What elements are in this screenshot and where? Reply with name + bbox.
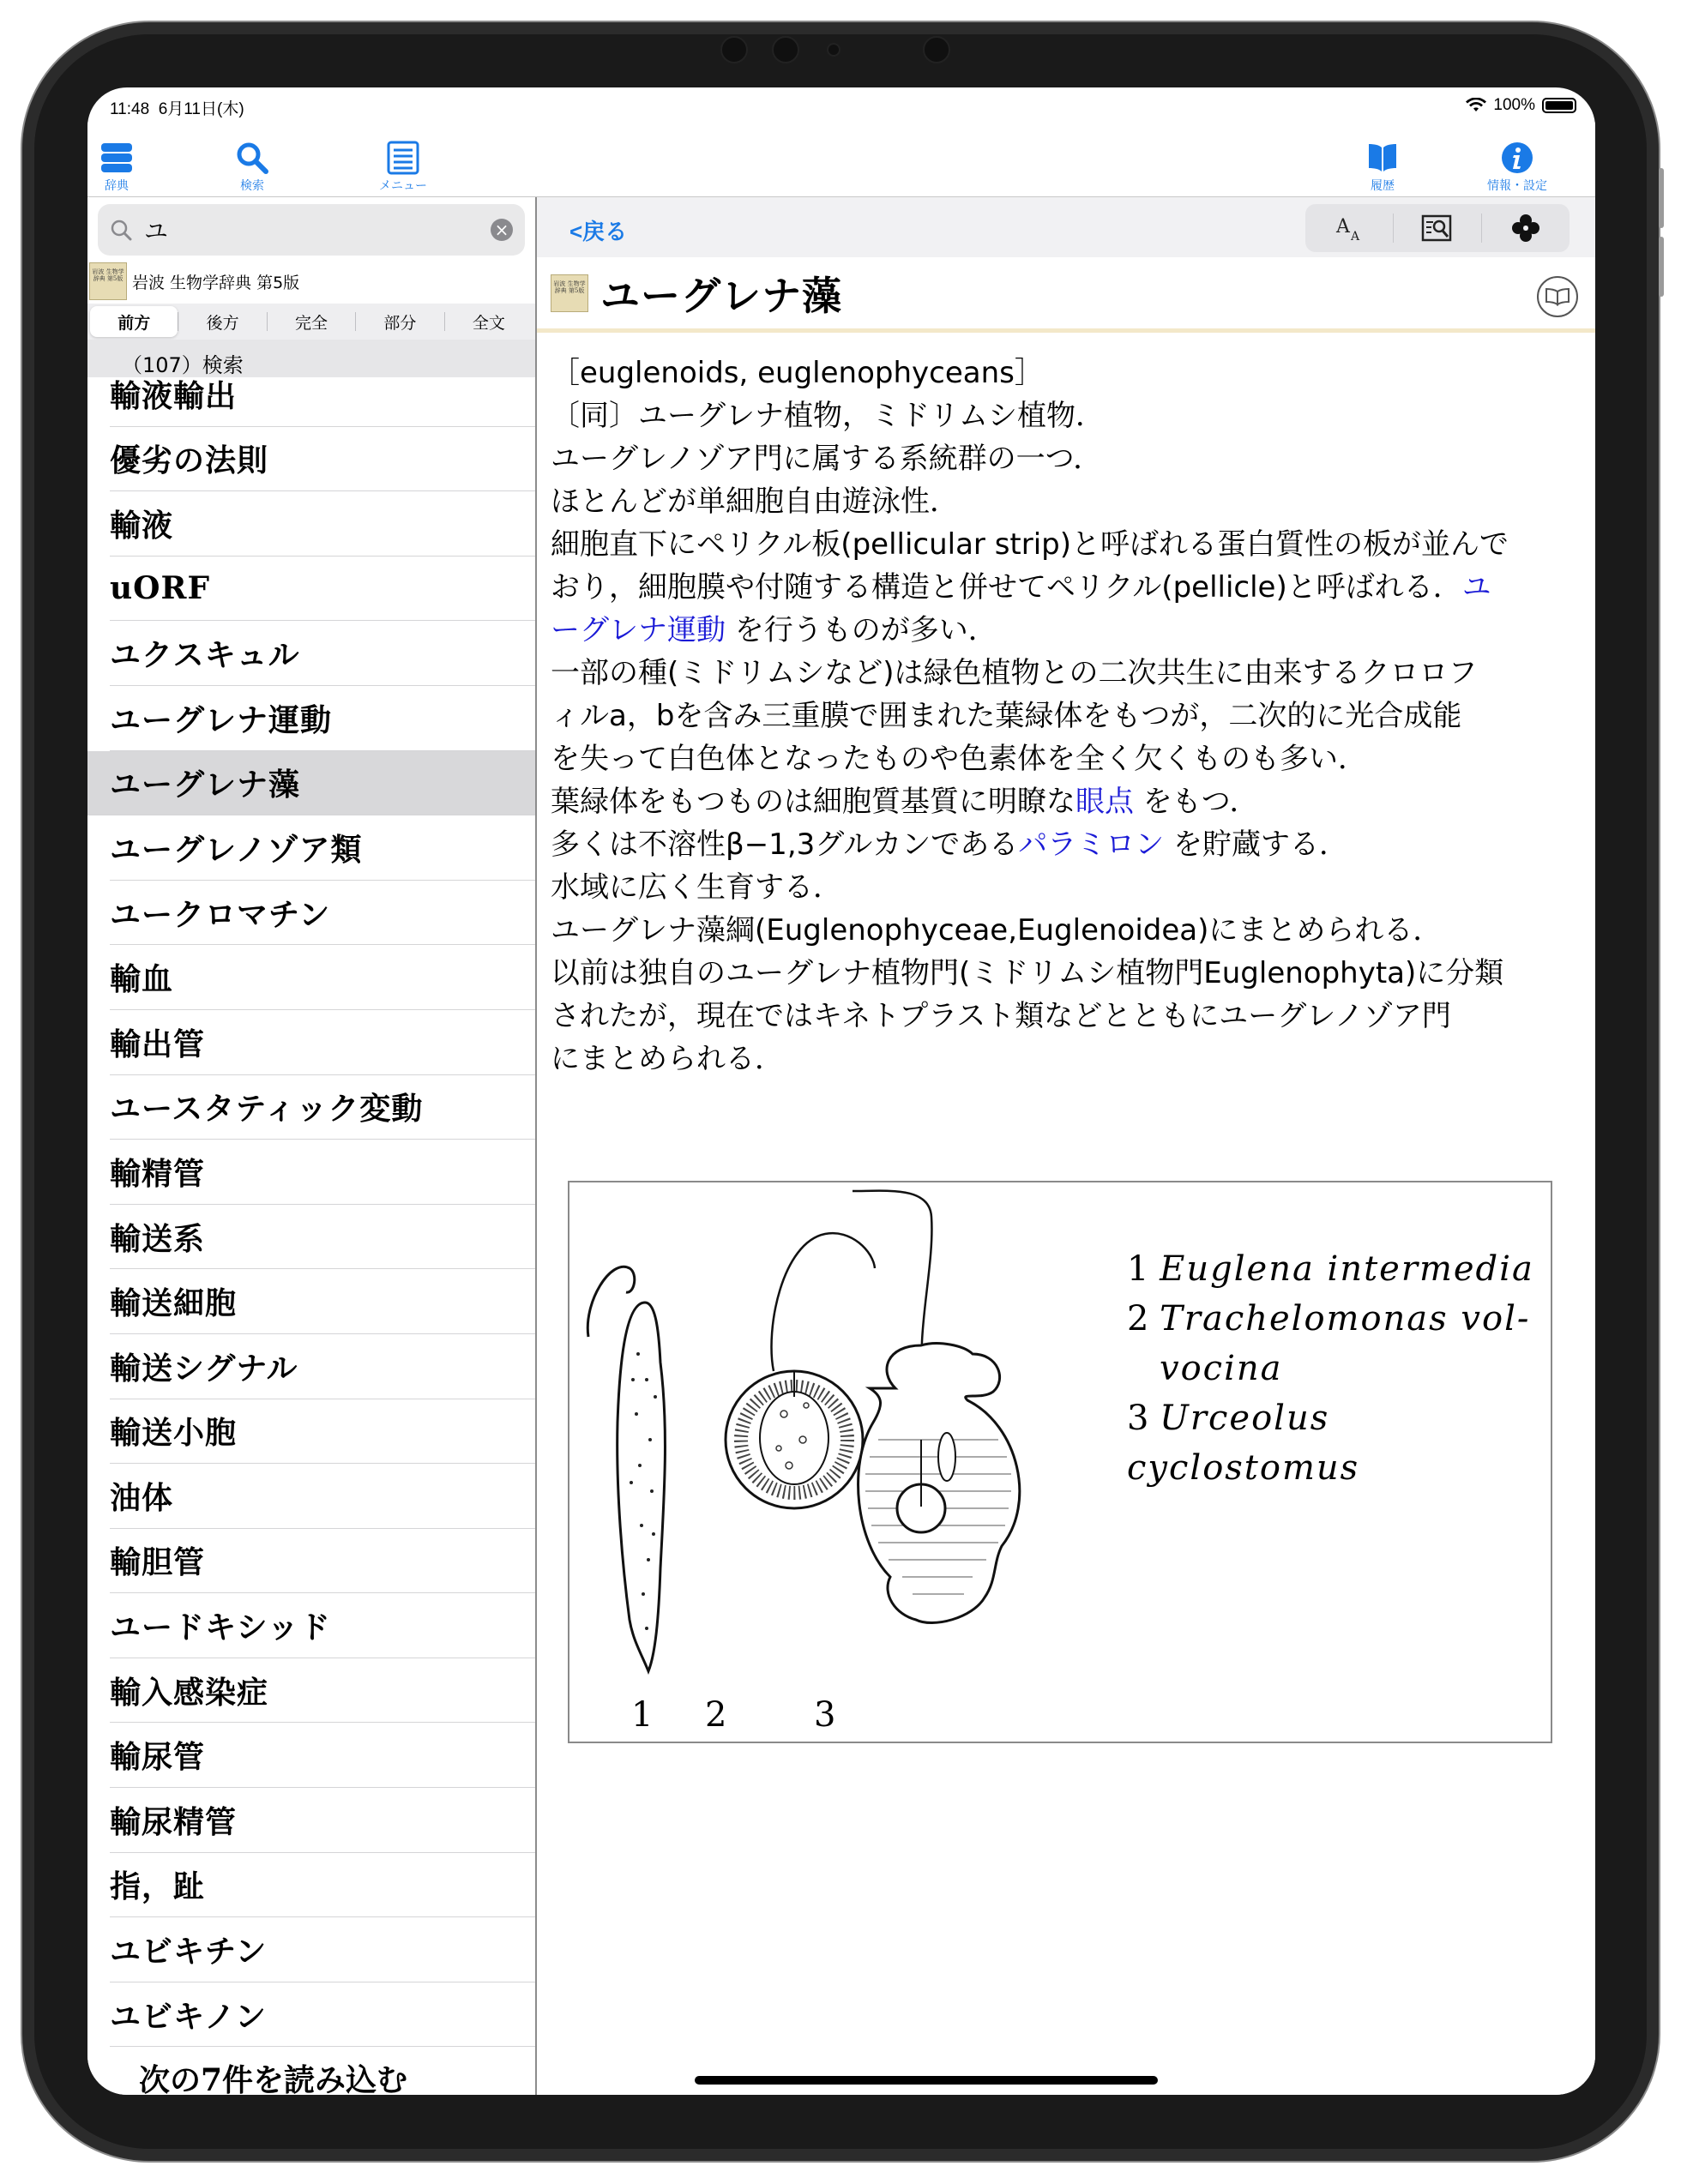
list-item[interactable]: ユークロマチン [110, 881, 535, 946]
list-item[interactable]: ユースタティック変動 [110, 1075, 535, 1140]
legend-row [1127, 1294, 1551, 1344]
figure-label-2: 2 [705, 1695, 727, 1735]
search-icon [235, 141, 269, 175]
link-euglena-movement[interactable]: ユ [1461, 570, 1491, 605]
list-item[interactable]: 輸胆管 [110, 1529, 535, 1594]
home-indicator[interactable] [695, 2076, 1158, 2085]
dictionary-name: 岩波 生物学辞典 第5版 [132, 273, 300, 292]
results-count: （107）検索 [87, 340, 535, 377]
font-size-icon [1335, 214, 1364, 243]
entry-line: 水域に広く生育する． [551, 870, 842, 905]
status-right [1466, 96, 1576, 115]
entry-pane [537, 197, 1595, 2095]
share-options-button[interactable] [1482, 204, 1570, 252]
entry-line: 一部の種(ミドリムシなど)は緑色植物との二次共生に由来するクロロフ [551, 656, 1478, 690]
link-euglena-movement[interactable]: ーグレナ運動 [551, 613, 726, 647]
volume-button [1659, 168, 1664, 228]
figure-legend [1127, 1244, 1551, 1493]
entry-line: 以前は独自のユーグレナ植物門(ミドリムシ植物門Euglenophyta)に分類 [551, 956, 1504, 990]
search-input[interactable]: ユ [144, 217, 169, 245]
entry-line: ほとんどが単細胞自由遊泳性． [551, 484, 959, 519]
info-settings-button[interactable] [1444, 122, 1590, 197]
list-item[interactable]: 指，趾 [110, 1853, 535, 1918]
segment-forward[interactable]: 前方 [90, 306, 178, 337]
back-button[interactable]: <戻る [569, 219, 628, 244]
entry-figure[interactable] [568, 1181, 1552, 1743]
search-pane [87, 197, 537, 2095]
entry-tools [1305, 204, 1570, 252]
menu-list-icon [386, 141, 420, 175]
entry-text: をもつ． [1134, 785, 1259, 819]
list-item[interactable]: 輸液輸出 [110, 362, 535, 427]
document-search-icon [1421, 214, 1454, 243]
entry-header [537, 257, 1595, 333]
list-item[interactable]: 優劣の法則 [110, 427, 535, 492]
search-in-entry-button[interactable] [1394, 204, 1481, 252]
list-item[interactable]: ユードキシッド [110, 1593, 535, 1658]
front-camera [720, 36, 961, 63]
segment-backward[interactable]: 後方 [206, 313, 239, 333]
figure-label-3: 3 [814, 1695, 836, 1735]
status-bar [87, 87, 1595, 122]
menu-button[interactable] [343, 122, 463, 197]
list-item[interactable]: 輸送細胞 [110, 1269, 535, 1334]
svg-text:A: A [1351, 230, 1360, 243]
book-icon [1365, 141, 1400, 175]
history-button[interactable] [1323, 122, 1443, 197]
dictionary-header [87, 261, 535, 302]
euglena-drawing [587, 1266, 665, 1671]
legend-num: 1 [1127, 1249, 1149, 1289]
entry-line: ユーグレナ藻綱(Euglenophyceae,Euglenoidea)にまとめられる． [551, 913, 1443, 948]
entry-line: ［euglenoids, euglenophyceans］ [551, 356, 1044, 390]
entry-text: 葉緑体をもつものは細胞質基質に明瞭な [551, 785, 1075, 819]
entry-line: にまとめられる． [551, 1042, 784, 1076]
svg-text:A: A [1336, 216, 1350, 238]
list-item[interactable]: ユビキノン [110, 1982, 535, 2048]
segment-partial[interactable]: 部分 [383, 313, 417, 333]
clear-icon[interactable]: × [491, 219, 513, 241]
list-item[interactable]: 輸送小胞 [110, 1399, 535, 1465]
entry-line: 〔同〕ユーグレナ植物，ミドリムシ植物． [551, 399, 1105, 433]
list-item[interactable]: uORF [110, 557, 535, 622]
search-field[interactable] [98, 204, 525, 256]
list-item[interactable]: ユクスキュル [110, 621, 535, 686]
segment-fulltext[interactable]: 全文 [472, 313, 505, 333]
list-item[interactable]: ユーグレナ運動 [110, 686, 535, 751]
clover-icon [1510, 213, 1541, 244]
figure-label-1: 1 [631, 1695, 654, 1735]
entry-line: されたが，現在ではキネトプラスト類などとともにユーグレノゾア門 [551, 999, 1451, 1033]
dictionary-cover-icon: 岩波 生物学辞典 第5版 [551, 274, 588, 312]
entry-nav-bar [537, 197, 1595, 257]
entry-text: を行うものが多い． [726, 613, 997, 647]
entry-line [551, 823, 1580, 866]
history-label: 履歴 [1371, 179, 1395, 193]
euglenoid-illustration [569, 1182, 1101, 1740]
legend-name: Urceolus cyclostomus [1127, 1399, 1360, 1488]
link-paramylon[interactable]: パラミロン [1018, 827, 1165, 862]
entry-line [551, 780, 1580, 823]
entry-text: おり，細胞膜や付随する構造と併せてペリクル(pellicle)と呼ばれる． [551, 570, 1462, 605]
battery-percent: 100% [1493, 96, 1535, 114]
urceolus-drawing [853, 1191, 1020, 1623]
list-item[interactable]: 輸送系 [110, 1205, 535, 1270]
wifi-icon [1466, 98, 1486, 113]
entry-line: 細胞直下にペリクル板(pellicular strip)と呼ばれる蛋白質性の板が並んで [551, 527, 1509, 562]
dictionary-stack-icon [99, 141, 134, 175]
entry-body [551, 352, 1580, 1080]
dict-button[interactable] [87, 122, 177, 197]
entry-line: ユーグレノゾア門に属する系統群の一つ． [551, 442, 1103, 476]
list-item[interactable]: ユーグレノゾア類 [110, 815, 535, 881]
entry-line [551, 609, 1580, 652]
search-label: 検索 [240, 179, 264, 193]
legend-name: vocina [1160, 1349, 1283, 1388]
search-icon [110, 219, 132, 241]
legend-row [1127, 1244, 1551, 1294]
open-book-icon[interactable] [1537, 276, 1578, 317]
list-item[interactable]: 油体 [110, 1464, 535, 1529]
dict-label: 辞典 [105, 179, 129, 193]
info-settings-label: 情報・設定 [1487, 179, 1547, 193]
info-icon [1500, 141, 1534, 175]
legend-name: Euglena intermedia [1160, 1249, 1534, 1289]
screen [87, 87, 1595, 2095]
menu-label: メニュー [379, 179, 427, 193]
status-time: 11:48 6月11日(木) [110, 100, 244, 118]
entry-text: 多くは不溶性β−1,3グルカンである [551, 827, 1019, 862]
legend-name: Trachelomonas vol- [1160, 1299, 1531, 1339]
legend-row [1127, 1344, 1551, 1393]
list-item[interactable]: 輸入感染症 [110, 1658, 535, 1724]
entry-line: を失って白色体となったものや色素体を全く欠くものも多い． [551, 742, 1367, 776]
app-toolbar [87, 122, 1595, 197]
search-mode-segmented-control [87, 304, 535, 340]
legend-num: 3 [1127, 1399, 1149, 1438]
list-item[interactable]: 輸液 [110, 491, 535, 557]
legend-row [1127, 1393, 1551, 1493]
legend-num: 2 [1127, 1299, 1149, 1339]
battery-icon [1542, 98, 1576, 113]
list-item[interactable]: 輸血 [110, 945, 535, 1010]
trachelomonas-drawing [726, 1233, 875, 1508]
entry-title: ユーグレナ藻 [600, 272, 842, 319]
list-item[interactable]: 輸出管 [110, 1010, 535, 1075]
segment-exact[interactable]: 完全 [295, 313, 328, 333]
entry-line: ィルa，bを含み三重膜で囲まれた葉緑体をもつが，二次的に光合成能 [551, 699, 1462, 733]
list-item[interactable]: 輸送シグナル [110, 1334, 535, 1399]
font-size-button[interactable] [1305, 204, 1393, 252]
entry-text: を貯蔵する． [1164, 827, 1349, 862]
dictionary-cover-icon: 岩波 生物学辞典 第5版 [89, 262, 127, 300]
search-button[interactable] [192, 122, 312, 197]
entry-line [551, 566, 1580, 609]
list-item[interactable]: 輸精管 [110, 1140, 535, 1205]
list-item[interactable]: 輸尿管 [110, 1723, 535, 1788]
list-item[interactable]: 輸尿精管 [110, 1788, 535, 1853]
load-more-button[interactable]: 次の7件を読み込む [139, 2061, 408, 2095]
list-item[interactable]: ユビキチン [110, 1917, 535, 1982]
results-list [87, 340, 535, 2095]
list-item-selected[interactable]: ユーグレナ藻 [87, 751, 535, 816]
volume-button [1659, 237, 1664, 297]
link-eyespot[interactable]: 眼点 [1075, 785, 1134, 819]
